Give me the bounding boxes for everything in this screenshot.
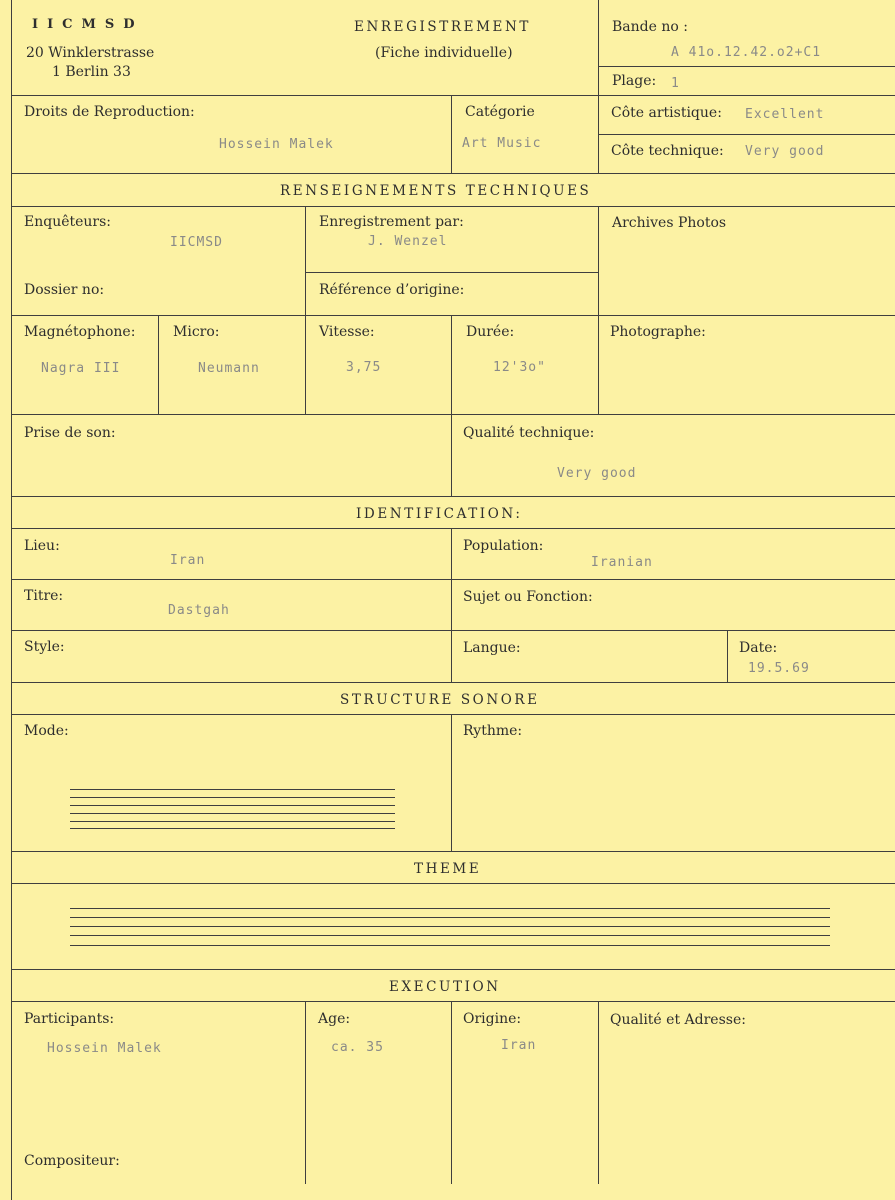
org-logo: IICMSD xyxy=(32,17,144,32)
form-subtitle: (Fiche individuelle) xyxy=(375,45,513,61)
duree-label: Durée: xyxy=(466,324,515,340)
sujet-fonction-label: Sujet ou Fonction: xyxy=(463,589,593,605)
enregistrement-par-value: J. Wenzel xyxy=(368,234,448,249)
plage-label: Plage: xyxy=(612,73,657,89)
enqueteurs-label: Enquêteurs: xyxy=(24,214,112,230)
date-value: 19.5.69 xyxy=(748,661,810,676)
archives-photos-label: Archives Photos xyxy=(612,215,727,231)
compositeur-label: Compositeur: xyxy=(24,1153,120,1169)
duree-value: 12'3o" xyxy=(493,360,546,375)
age-label: Age: xyxy=(318,1011,351,1027)
section-theme: THEME xyxy=(414,861,482,877)
titre-value: Dastgah xyxy=(168,603,230,618)
cote-technique-value: Very good xyxy=(745,144,825,159)
section-execution: EXECUTION xyxy=(389,979,501,995)
address-line-1: 20 Winklerstrasse xyxy=(26,45,155,61)
section-identification: IDENTIFICATION: xyxy=(356,506,523,522)
vitesse-label: Vitesse: xyxy=(319,324,375,340)
reference-label: Référence d’origine: xyxy=(319,282,465,298)
langue-label: Langue: xyxy=(463,640,521,656)
categorie-value: Art Music xyxy=(462,136,542,151)
form-title: ENREGISTREMENT xyxy=(354,19,531,35)
cote-technique-label: Côte technique: xyxy=(611,143,724,159)
participants-value: Hossein Malek xyxy=(47,1041,162,1056)
qualite-adresse-label: Qualité et Adresse: xyxy=(610,1012,746,1028)
participants-label: Participants: xyxy=(24,1011,115,1027)
section-renseignements-techniques: RENSEIGNEMENTS TECHNIQUES xyxy=(280,183,592,199)
rythme-label: Rythme: xyxy=(463,723,523,739)
titre-label: Titre: xyxy=(24,588,64,604)
categorie-label: Catégorie xyxy=(465,104,535,120)
section-structure-sonore: STRUCTURE SONORE xyxy=(340,692,540,708)
date-label: Date: xyxy=(739,640,778,656)
bande-value: A 41o.12.42.o2+C1 xyxy=(671,45,822,60)
cote-artistique-label: Côte artistique: xyxy=(611,105,722,121)
photographe-label: Photographe: xyxy=(610,324,706,340)
cote-artistique-value: Excellent xyxy=(745,107,825,122)
vitesse-value: 3,75 xyxy=(346,360,382,375)
qualite-technique-label: Qualité technique: xyxy=(463,425,595,441)
droits-value: Hossein Malek xyxy=(219,137,334,152)
lieu-value: Iran xyxy=(170,553,206,568)
age-value: ca. 35 xyxy=(331,1040,384,1055)
enqueteurs-value: IICMSD xyxy=(170,235,223,250)
origine-value: Iran xyxy=(501,1038,537,1053)
mode-label: Mode: xyxy=(24,723,69,739)
lieu-label: Lieu: xyxy=(24,538,60,554)
bande-label: Bande no : xyxy=(612,19,688,35)
magnetophone-value: Nagra III xyxy=(41,361,121,376)
droits-label: Droits de Reproduction: xyxy=(24,104,195,120)
micro-label: Micro: xyxy=(173,324,220,340)
prise-de-son-label: Prise de son: xyxy=(24,425,116,441)
origine-label: Origine: xyxy=(463,1011,522,1027)
magnetophone-label: Magnétophone: xyxy=(24,324,136,340)
address-line-2: 1 Berlin 33 xyxy=(52,64,131,80)
population-value: Iranian xyxy=(591,555,653,570)
qualite-technique-value: Very good xyxy=(557,466,637,481)
micro-value: Neumann xyxy=(198,361,260,376)
plage-value: 1 xyxy=(671,76,680,91)
style-label: Style: xyxy=(24,639,65,655)
enregistrement-par-label: Enregistrement par: xyxy=(319,214,464,230)
population-label: Population: xyxy=(463,538,544,554)
dossier-label: Dossier no: xyxy=(24,282,105,298)
